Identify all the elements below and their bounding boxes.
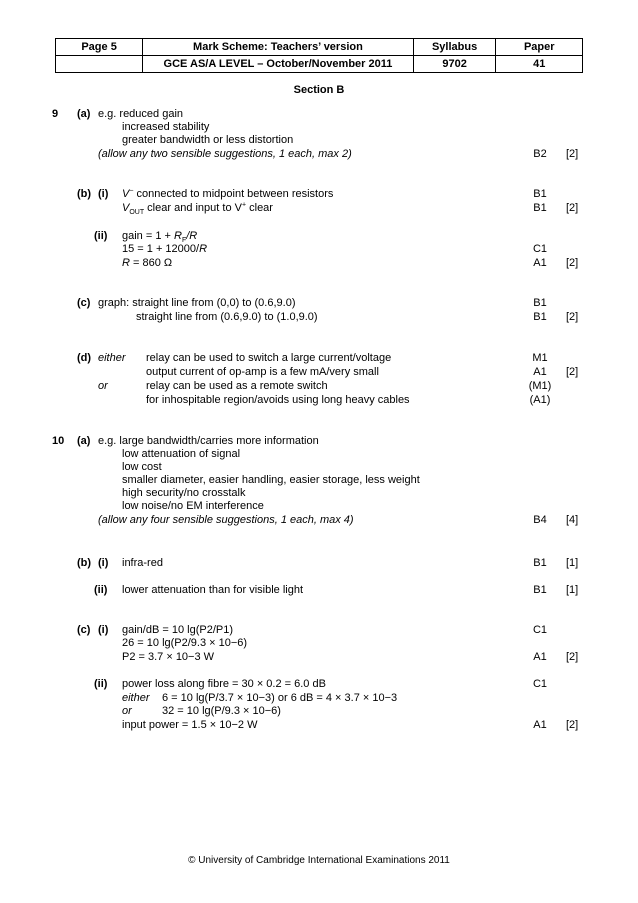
q10c-label: (c) [77, 624, 91, 636]
q9bii-label: (ii) [94, 230, 108, 242]
q10cii-line3: 32 = 10 lg(P/9.3 × 10−6) [162, 705, 281, 717]
syllabus-label: Syllabus [413, 39, 496, 56]
q9d-total: [2] [566, 366, 579, 378]
q9bii-total: [2] [566, 257, 579, 269]
paper-number: 41 [496, 56, 583, 73]
q9d-mark3: (M1) [528, 380, 552, 392]
q9c-mark2: B1 [533, 311, 547, 323]
q9a-label: (a) [77, 108, 91, 120]
q10cii-either: either [122, 692, 150, 704]
exam-session: GCE AS/A LEVEL – October/November 2011 [143, 56, 414, 73]
header-empty-cell [56, 56, 143, 73]
q10b-label: (b) [77, 557, 92, 569]
q9a-total: [2] [566, 148, 579, 160]
q10ci-total: [2] [566, 651, 579, 663]
q9a-line1: e.g. reduced gain [98, 108, 184, 120]
q9bii-line3: R = 860 Ω [122, 257, 173, 269]
q10a-label: (a) [77, 435, 91, 447]
q10bii-total: [1] [566, 584, 579, 596]
syllabus-code: 9702 [413, 56, 496, 73]
q10ci-mark2: A1 [533, 651, 547, 663]
q9d-line2: output current of op-amp is a few mA/very small [146, 366, 379, 378]
page-number: Page 5 [56, 39, 143, 56]
q10cii-total: [2] [566, 719, 579, 731]
q10a-line3: low cost [122, 461, 162, 473]
q9b-label: (b) [77, 188, 92, 200]
document-title: Mark Scheme: Teachers’ version [143, 39, 414, 56]
q9bii-mark1: C1 [532, 243, 548, 255]
q10ci-line3: P2 = 3.7 × 10−3 W [122, 651, 215, 663]
paper-label: Paper [496, 39, 583, 56]
q10a-line5: high security/no crosstalk [122, 487, 246, 499]
q9c-total: [2] [566, 311, 579, 323]
q10ci-mark1: C1 [532, 624, 548, 636]
q10cii-line4: input power = 1.5 × 10−2 W [122, 719, 258, 731]
q10bii-label: (ii) [94, 584, 108, 596]
question-9-number: 9 [52, 108, 59, 120]
q10a-line2: low attenuation of signal [122, 448, 241, 460]
q9d-label: (d) [77, 352, 92, 364]
q9bii-line2: 15 = 1 + 12000/R [122, 243, 208, 255]
question-10-number: 10 [52, 435, 65, 447]
q9d-line1: relay can be used to switch a large current/voltage [146, 352, 392, 364]
q9bi-line1: V− connected to midpoint between resistors [122, 187, 334, 200]
q10a-allow: (allow any four sensible suggestions, 1 each, max 4) [98, 514, 354, 526]
q9d-mark1: M1 [532, 352, 548, 364]
q9bii-line1: gain = $1 + R_F/R$ [122, 230, 198, 245]
q10ci-line2: 26 = 10 lg(P2/9.3 × 10−6) [122, 637, 248, 649]
q9bii-mark2: A1 [533, 257, 547, 269]
q10a-mark: B4 [533, 514, 547, 526]
q10bii-text: lower attenuation than for visible light [122, 584, 303, 596]
q9bi-mark1: B1 [533, 188, 547, 200]
copyright-footer: © University of Cambridge International Examinations 2011 [188, 855, 450, 866]
q10cii-line2: 6 = 10 lg(P/3.7 × 10−3) or 6 dB = 4 × 3.7 × 10−3 [162, 692, 398, 704]
q9a-allow: (allow any two sensible suggestions, 1 each, max 2) [98, 148, 352, 160]
q10bi-mark: B1 [533, 557, 547, 569]
q10a-line6: low noise/no EM interference [122, 500, 264, 512]
q10cii-mark1: C1 [532, 678, 548, 690]
q10cii-or: or [122, 705, 132, 717]
q10a-line4: smaller diameter, easier handling, easier storage, less weight [122, 474, 420, 486]
section-title: Section B [293, 84, 345, 96]
q10ci-label: (i) [98, 624, 109, 636]
q9d-line4: for inhospitable region/avoids using long heavy cables [146, 394, 410, 406]
q9c-line2: straight line from (0.6,9.0) to (1.0,9.0) [136, 311, 318, 323]
q10cii-line1: power loss along fibre = 30 × 0.2 = 6.0 dB [122, 678, 326, 690]
q9d-mark2: A1 [533, 366, 547, 378]
q10a-line1: e.g. large bandwidth/carries more information [98, 435, 319, 447]
q9c-label: (c) [77, 297, 91, 309]
q9d-line3: relay can be used as a remote switch [146, 380, 328, 392]
q9bi-line2: $V_{OUT}$ clear and input to V+ clear [122, 201, 273, 217]
q10bi-label: (i) [98, 557, 109, 569]
q9bi-total: [2] [566, 202, 579, 214]
q10cii-label: (ii) [94, 678, 108, 690]
q9d-or: or [98, 380, 108, 392]
q10bi-text: infra-red [122, 557, 163, 569]
q9c-line1: graph: straight line from (0,0) to (0.6,9.0) [98, 297, 296, 309]
q9a-line2: increased stability [122, 121, 210, 133]
q9d-either: either [98, 352, 126, 364]
q10bii-mark: B1 [533, 584, 547, 596]
q10a-total: [4] [566, 514, 579, 526]
q9bi-label: (i) [98, 188, 109, 200]
q9a-mark: B2 [533, 148, 547, 160]
q10ci-line1: gain/dB = 10 lg(P2/P1) [122, 624, 233, 636]
q9c-mark1: B1 [533, 297, 547, 309]
header-table [55, 38, 583, 73]
q9a-line3: greater bandwidth or less distortion [122, 134, 294, 146]
q9d-mark4: (A1) [529, 394, 551, 406]
q10bi-total: [1] [566, 557, 579, 569]
q10cii-mark2: A1 [533, 719, 547, 731]
q9bi-mark2: B1 [533, 202, 547, 214]
